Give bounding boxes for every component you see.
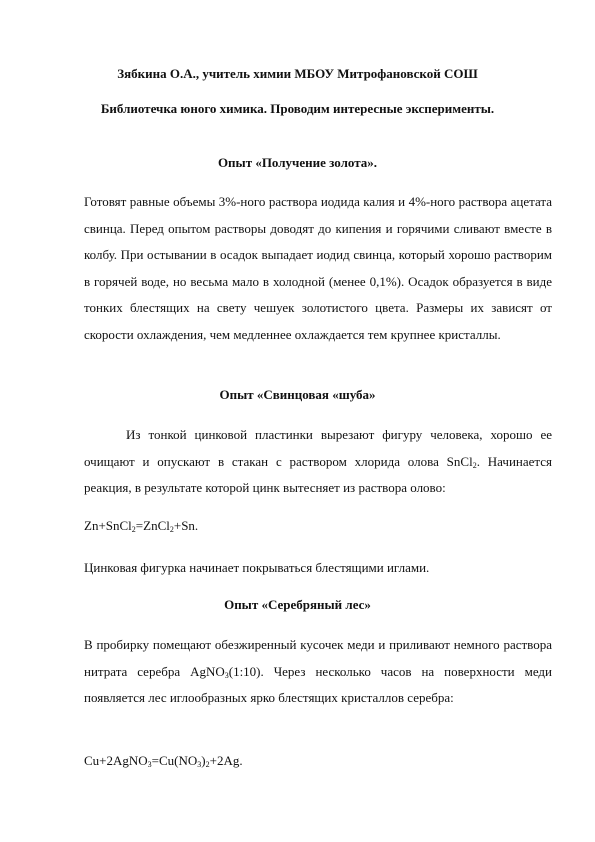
equation-copper-silver (84, 753, 243, 769)
subscript: 2 (205, 760, 210, 769)
section-title-silver-forest: Опыт «Серебряный лес» (224, 597, 371, 612)
equation-zinc-tin (84, 518, 198, 534)
section-text-lead-coat (84, 422, 552, 502)
text-part: Из тонкой цинковой пластинки вырезают фигуру человека, хорошо ее очищают и опускают в стакан с раствором хлорида олова SnCl (84, 427, 552, 469)
section-title-lead-coat: Опыт «Свинцовая «шуба» (219, 387, 376, 402)
subscript: 3 (197, 760, 202, 769)
formula-part: ) (201, 753, 206, 768)
text-part: (1:10). Через несколько часов на поверхности меди появляется лес иглообразных ярко блестящих кристаллов серебра: (84, 663, 552, 705)
text-part: В пробирку помещают обезжиренный кусочек меди и приливают немного раствора нитрата серебра AgNO (84, 637, 552, 679)
author-line: Зябкина О.А., учитель химии МБОУ Митрофановской СОШ (117, 66, 478, 81)
subscript: 3 (224, 670, 229, 680)
subscript: 2 (472, 460, 477, 470)
subscript: 3 (147, 760, 152, 769)
formula-part: =ZnCl (135, 518, 170, 533)
subscript: 2 (131, 525, 136, 534)
formula-part: Zn+SnCl (84, 518, 132, 533)
formula-part: +2Ag. (209, 753, 243, 768)
formula-part: Cu+2AgNO (84, 753, 148, 768)
formula-part: =Cu(NO (151, 753, 198, 768)
section-text-silver-forest (84, 632, 552, 712)
text-part: . Начинается реакция, в результате которой цинк вытесняет из раствора олово: (84, 453, 552, 495)
section-note-lead-coat: Цинковая фигурка начинает покрываться блестящими иглами. (84, 560, 430, 575)
subscript: 2 (169, 525, 174, 534)
section-title-gold: Опыт «Получение золота». (217, 155, 378, 170)
section-text-gold: Готовят равные объемы 3%-ного раствора иодида калия и 4%-ного раствора ацетата свинца. Перед опытом растворы доводят до кипения и горячими сливают вместе в колбу. При остывании в осадок выпадает иодид свинца, который хорошо растворим в горячей воде, но весьма мало в холодной (менее 0,1%). Осадок образуется в виде тонких блестящих на свету чешуек золотистого цвета. Размеры их зависят от скорости охлаждения, чем медленнее охлаждается тем крупнее кристаллы. (84, 194, 552, 342)
formula-part: +Sn. (173, 518, 199, 533)
document-subtitle: Библиотечка юного химика. Проводим интересные эксперименты. (100, 101, 495, 116)
